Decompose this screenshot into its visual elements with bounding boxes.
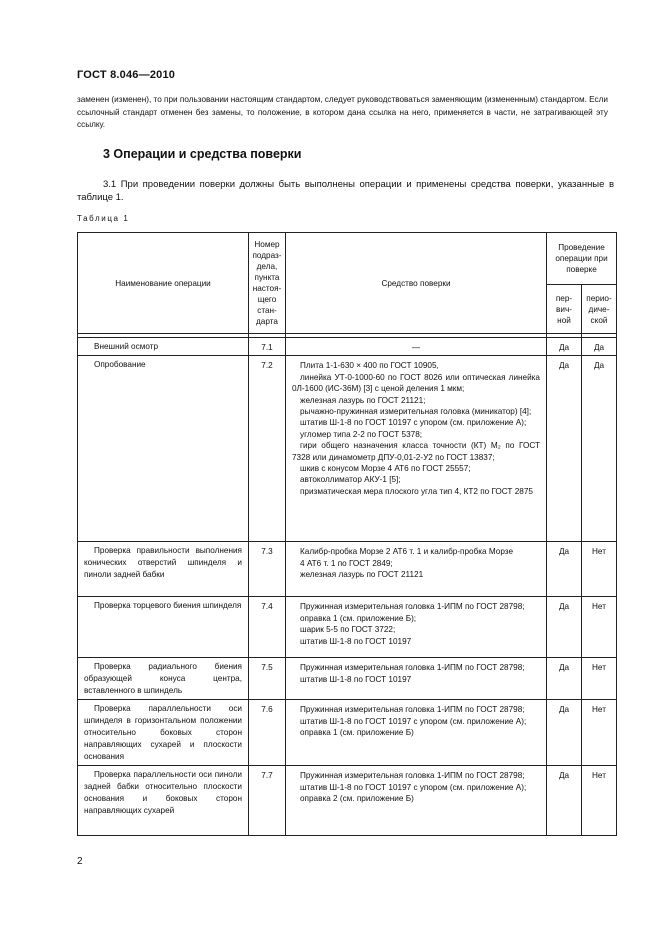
means-item: гири общего назначения класса точности (КТ) M₂ по ГОСТ 7328 или динамометр ДПУ-0,01-2-У2 по ГОСТ 13837; <box>292 441 540 462</box>
operation-cell <box>78 658 249 700</box>
header-operation: Наименование операции <box>78 233 249 334</box>
operation-cell <box>78 338 249 356</box>
means-item: оправка 1 (см. приложение Б) <box>300 728 414 738</box>
means-item: Плита 1-1-630 × 400 по ГОСТ 10905, <box>300 361 439 371</box>
document-code-header: ГОСТ 8.046—2010 <box>77 69 176 81</box>
means-item: штатив Ш-1-8 по ГОСТ 10197 с упором (см. приложение А); <box>300 716 527 726</box>
operation-cell <box>78 766 249 836</box>
periodic-verification-mark: Нет <box>582 700 617 766</box>
means-item: рычажно-пружинная измерительная головка (миникатор) [4]; <box>300 407 532 417</box>
operation-cell <box>78 700 249 766</box>
clause-number: 7.7 <box>249 766 286 836</box>
clause-number: 7.3 <box>249 542 286 597</box>
primary-verification-mark: Да <box>547 597 582 658</box>
primary-verification-mark: Да <box>547 542 582 597</box>
means-item: штатив Ш-1-8 по ГОСТ 10197 с упором (см. приложение А); <box>300 782 527 792</box>
means-item: Пружинная измерительная головка 1-ИПМ по ГОСТ 28798; <box>300 663 525 673</box>
periodic-verification-mark: Да <box>582 338 617 356</box>
operation-cell <box>78 542 249 597</box>
table-caption: Таблица 1 <box>77 214 130 223</box>
means-item: железная лазурь по ГОСТ 21121 <box>300 570 424 580</box>
primary-verification-mark: Да <box>547 766 582 836</box>
section-title: 3 Операции и средства поверки <box>103 147 302 161</box>
operation-cell <box>78 356 249 542</box>
primary-verification-mark: Да <box>547 658 582 700</box>
means-item: Пружинная измерительная головка 1-ИПМ по ГОСТ 28798; <box>300 705 525 715</box>
table-row <box>78 766 617 836</box>
means-cell <box>286 658 547 700</box>
header-periodic: перио-диче-ской <box>582 285 617 334</box>
means-cell <box>286 597 547 658</box>
operation-name: Опробование <box>94 360 146 370</box>
clause-number: 7.2 <box>249 356 286 542</box>
means-item: оправка 2 (см. приложение Б) <box>300 794 414 804</box>
operation-name: Внешний осмотр <box>94 342 159 351</box>
operation-name: Проверка параллельности оси пиноли задней бабки относительно плоскости основания и боковых сторон направляющих сухарей <box>84 770 242 816</box>
means-item: линейка УТ-0-1000-60 по ГОСТ 8026 или оптическая линейка 0Л-1600 (ИС-36М) [3] с ценой деления 1 мкм; <box>292 372 540 394</box>
header-conduct: Проведение операции при поверке <box>547 233 617 285</box>
means-item: штатив Ш-1-8 по ГОСТ 10197 с упором (см. приложение А); <box>300 418 527 428</box>
means-item: автоколлиматор АКУ-1 [5]; <box>300 475 401 485</box>
periodic-verification-mark: Нет <box>582 542 617 597</box>
operation-name: Проверка радиального биения образующей конуса центра, вставленного в шпиндель <box>84 662 242 696</box>
page-number: 2 <box>77 856 83 867</box>
table-row <box>78 542 617 597</box>
primary-verification-mark: Да <box>547 700 582 766</box>
header-clause: Номер подраз-дела, пункта настоя-щего стан-дарта <box>249 233 286 334</box>
means-item: Пружинная измерительная головка 1-ИПМ по ГОСТ 28798; <box>300 771 525 781</box>
means-item: железная лазурь по ГОСТ 21121; <box>300 395 426 405</box>
table-row <box>78 338 617 356</box>
primary-verification-mark: Да <box>547 338 582 356</box>
means-item: Калибр-пробка Морзе 2 АТ6 т. 1 и калибр-пробка Морзе <box>300 547 514 557</box>
means-item: Пружинная измерительная головка 1-ИПМ по ГОСТ 28798; <box>300 602 525 612</box>
clause-number: 7.6 <box>249 700 286 766</box>
operation-name: Проверка торцевого биения шпинделя <box>94 601 242 611</box>
table-row <box>78 700 617 766</box>
intro-paragraph: заменен (изменен), то при пользовании настоящим стандартом, следует руководствоваться заменяющим (измененным) стандартом. Если ссылочный стандарт отменен без замены, то положение, в котором дана ссылка на него, применяется в части, не затрагивающей эту ссылку. <box>77 95 608 129</box>
operation-cell <box>78 597 249 658</box>
periodic-verification-mark: Нет <box>582 766 617 836</box>
means-item: 4 АТ6 т. 1 по ГОСТ 2849; <box>300 558 393 568</box>
header-primary: пер-вич-ной <box>547 285 582 334</box>
means-cell <box>286 356 547 542</box>
means-item: штатив Ш-1-8 по ГОСТ 10197 <box>300 674 412 684</box>
means-item: — <box>411 343 421 352</box>
table-row <box>78 597 617 658</box>
means-item: оправка 1 (см. приложение Б); <box>300 613 417 623</box>
means-item: шарик 5-5 по ГОСТ 3722; <box>300 625 396 635</box>
table-row <box>78 658 617 700</box>
operation-name: Проверка параллельности оси шпинделя в горизонтальном положении относительно боковых сторон направляющих сухарей и плоскости основания <box>84 704 242 762</box>
clause-number: 7.4 <box>249 597 286 658</box>
means-cell <box>286 338 547 356</box>
means-cell <box>286 766 547 836</box>
means-item: штатив Ш-1-8 по ГОСТ 10197 <box>300 636 412 646</box>
periodic-verification-mark: Да <box>582 356 617 542</box>
means-item: призматическая мера плоского угла тип 4, КТ2 по ГОСТ 2875 <box>300 486 533 496</box>
means-cell <box>286 542 547 597</box>
clause-number: 7.1 <box>249 338 286 356</box>
means-item: шкив с конусом Морзе 4 АТ6 по ГОСТ 25557; <box>300 464 471 474</box>
means-cell <box>286 700 547 766</box>
clause-number: 7.5 <box>249 658 286 700</box>
periodic-verification-mark: Нет <box>582 658 617 700</box>
operation-name: Проверка правильности выполнения конических отверстий шпинделя и пиноли задней бабки <box>84 546 242 580</box>
table-row <box>78 356 617 542</box>
clause-paragraph: 3.1 При проведении поверки должны быть выполнены операции и применены средства поверки, указанные в таблице 1. <box>77 179 614 203</box>
means-item: угломер типа 2-2 по ГОСТ 5378; <box>300 429 423 439</box>
periodic-verification-mark: Нет <box>582 597 617 658</box>
header-means: Средство поверки <box>286 233 547 334</box>
verification-table <box>77 232 617 836</box>
primary-verification-mark: Да <box>547 356 582 542</box>
